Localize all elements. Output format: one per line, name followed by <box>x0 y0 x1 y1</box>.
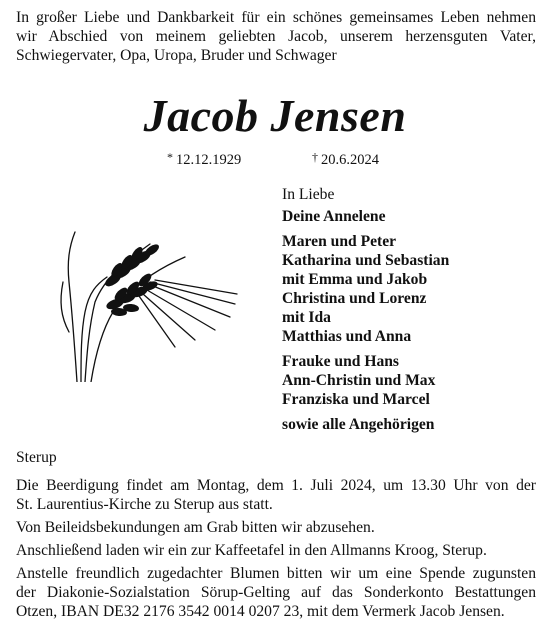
notice-section <box>16 448 536 625</box>
intro-line: wir Abschied von meinem geliebten Jacob, unserem herzensguten Vater, <box>16 28 536 45</box>
family-member: mit Emma und Jakob <box>282 271 428 288</box>
deceased-name: Jacob Jensen <box>143 90 407 141</box>
family-member: Matthias und Anna <box>282 328 412 345</box>
donation-line: Otzen, IBAN DE32 2176 3542 0014 0207 23, mit dem Vermerk Jacob Jensen. <box>16 603 505 620</box>
family-group <box>282 232 542 346</box>
family-member: Frauke und Hans <box>282 353 399 370</box>
donation-line: der Diakonie-Sozialstation Sörup-Gelting auf das Sonderkonto Bestattungen <box>16 584 536 601</box>
intro-line: In großer Liebe und Dankbarkeit für ein schönes gemeinsames Leben nehmen <box>16 9 536 26</box>
funeral-line: St. Laurentius-Kirche zu Sterup aus statt. <box>16 496 273 513</box>
family-list <box>282 185 542 440</box>
funeral-line: Die Beerdigung findet am Montag, dem 1. Juli 2024, um 13.30 Uhr von der <box>16 477 536 494</box>
family-member: Katharina und Sebastian <box>282 252 450 269</box>
birth-date: 12.12.1929 <box>176 152 242 168</box>
birth-symbol: * <box>167 150 173 164</box>
intro-text <box>16 8 536 65</box>
family-group <box>282 207 542 226</box>
condolences-text: Von Beileidsbekundungen am Grab bitten wir abzusehen. <box>16 519 375 536</box>
family-member: Franziska und Marcel <box>282 391 430 408</box>
family-member: mit Ida <box>282 309 331 326</box>
birth-date-block <box>167 148 241 169</box>
intro-line: Schwiegervater, Opa, Uropa, Bruder und Schwager <box>16 47 337 64</box>
donation-line: Anstelle freundlich zugedachter Blumen bitten wir um eine Spende zugunsten <box>16 565 536 582</box>
death-symbol: † <box>312 150 318 164</box>
family-member: Ann-Christin und Max <box>282 372 436 389</box>
family-member: sowie alle Angehörigen <box>282 416 435 433</box>
death-date-block <box>312 148 379 169</box>
family-group <box>282 352 542 409</box>
donation-text <box>16 564 536 621</box>
reception-text: Anschließend laden wir ein zur Kaffeetafel in den Allmanns Kroog, Sterup. <box>16 542 487 559</box>
family-member: Christina und Lorenz <box>282 290 427 307</box>
funeral-text <box>16 476 536 514</box>
family-member: Deine Annelene <box>282 208 386 225</box>
family-member: Maren und Peter <box>282 233 397 250</box>
wheat-icon <box>55 222 240 382</box>
notice-place: Sterup <box>16 449 57 466</box>
family-group <box>282 415 542 434</box>
family-intro: In Liebe <box>282 186 335 203</box>
death-date: 20.6.2024 <box>321 152 379 168</box>
